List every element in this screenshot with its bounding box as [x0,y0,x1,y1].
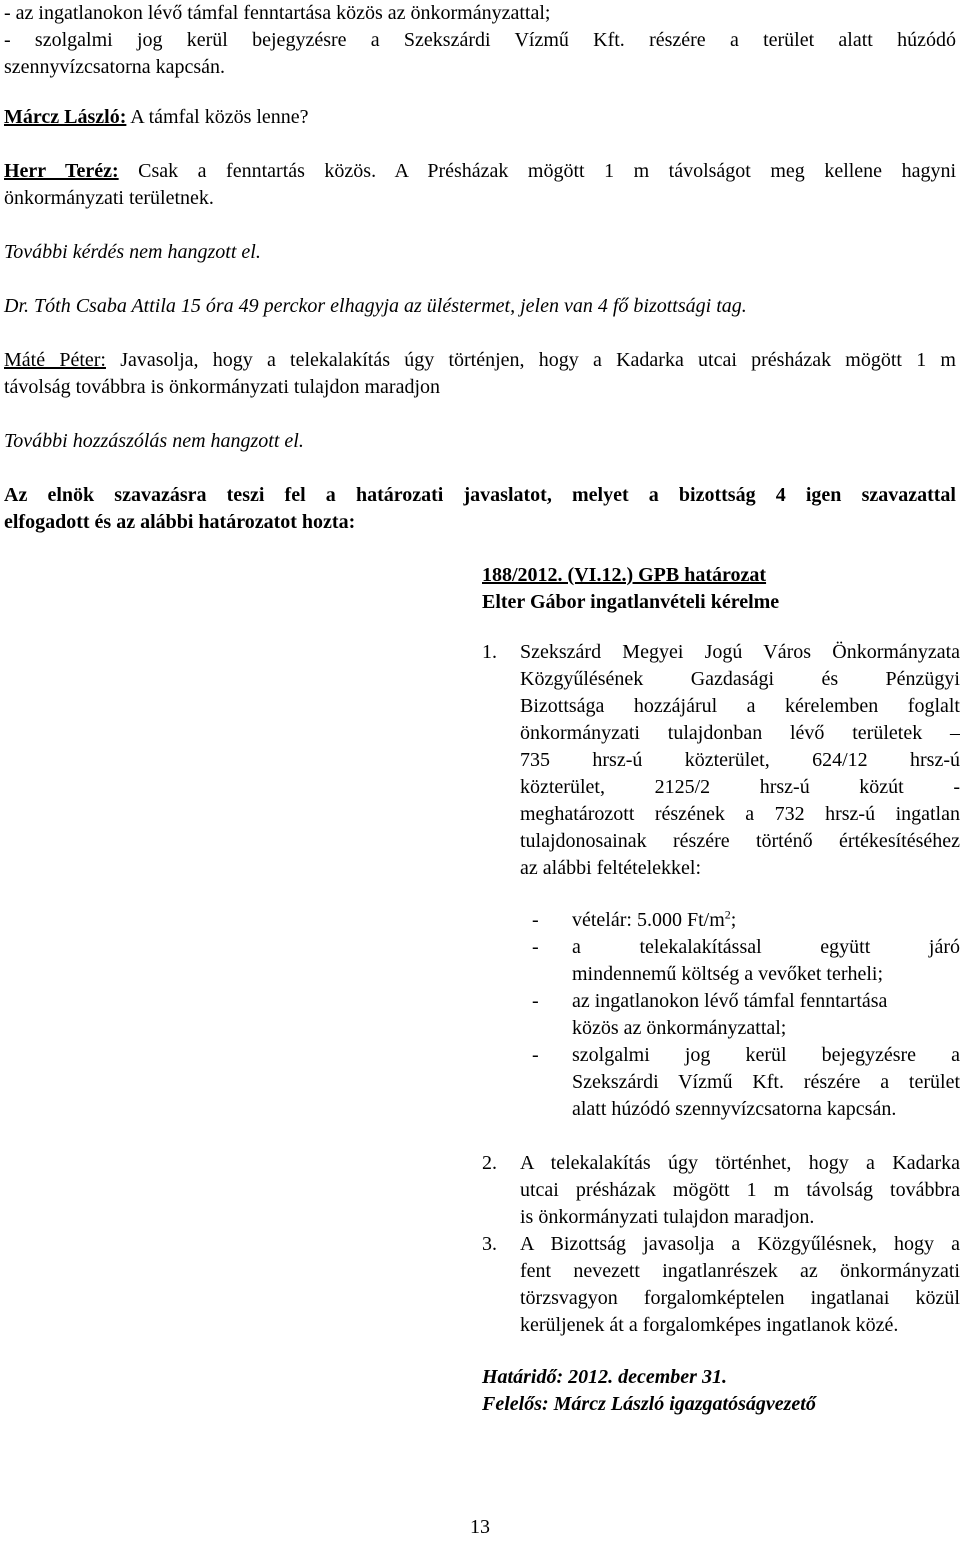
marcz-question [4,104,309,131]
point-line: tulajdonosainak részére történő értékesítéséhez [520,830,960,852]
point-line: A telekalakítás úgy történhet, hogy a Kadarka [520,1152,960,1174]
point-line: fent nevezett ingatlanrészek az önkormányzati [520,1260,960,1282]
point-line: az alábbi feltételekkel: [520,857,702,879]
condition-easement [572,1042,960,1123]
condition-costs [572,934,960,988]
intro-bullet: - az ingatlanokon lévő támfal fenntartása közös az önkormányzattal; [4,2,551,24]
point-number: 3. [482,1233,497,1255]
condition-line: Szekszárdi Vízmű Kft. részére a terület [572,1071,960,1093]
no-question-note: További kérdés nem hangzott el. [4,241,261,263]
herr-answer-continuation: önkormányzati területnek. [4,187,214,209]
condition-line: a telekalakítással együtt járó [572,936,960,958]
condition-dash: - [532,936,539,958]
condition-dash: - [532,909,539,931]
point-line: törzsvagyon forgalomképtelen ingatlanai közül [520,1287,960,1309]
point-line: 735 hrsz-ú közterület, 624/12 hrsz-ú [520,749,960,771]
point-line: Szekszárd Megyei Jogú Város Önkormányzata [520,641,960,663]
condition-line: mindennemű költség a vevőket terheli; [572,963,884,985]
point-line: Közgyűlésének Gazdasági és Pénzügyi [520,668,960,690]
point-line: önkormányzati tulajdonban lévő területek – [520,722,960,744]
condition-line: szolgalmi jog kerül bejegyzésre a [572,1044,960,1066]
point-1-text [520,639,960,882]
speaker-name: Márcz László: [4,106,127,128]
point-line: közterület, 2125/2 hrsz-ú közút - [520,776,960,798]
condition-dash: - [532,990,539,1012]
point-number: 1. [482,641,497,663]
condition-line: alatt húzódó szennyvízcsatorna kapcsán. [572,1098,897,1120]
point-line: meghatározott részének a 732 hrsz-ú ingatlan [520,803,960,825]
point-number: 2. [482,1152,497,1174]
vote-statement: Az elnök szavazásra teszi fel a határozati javaslatot, melyet a bizottság 4 igen szavazattal [4,484,956,506]
page-number: 13 [470,1516,490,1538]
mate-proposal [4,347,956,374]
point-line: A Bizottság javasolja a Közgyűlésnek, hogy a [520,1233,960,1255]
speech-text: Javasolja, hogy a telekalakítás úgy történjen, hogy a Kadarka utcai présházak mögött 1 m [105,349,956,371]
intro-bullet: - szolgalmi jog kerül bejegyzésre a Szekszárdi Vízmű Kft. részére a terület alatt húzódó [4,29,956,51]
responsible-person: Felelős: Márcz László igazgatóságvezető [482,1393,816,1415]
condition-line: az ingatlanokon lévő támfal fenntartása [572,990,888,1012]
point-line: is önkormányzati tulajdon maradjon. [520,1206,815,1228]
resolution-number: 188/2012. (VI.12.) GPB határozat [482,564,767,586]
point-line: utcai présházak mögött 1 m távolság továbbra [520,1179,960,1201]
no-comment-note: További hozzászólás nem hangzott el. [4,430,304,452]
intro-bullet-continuation: szennyvízcsatorna kapcsán. [4,56,226,78]
condition-price [572,907,960,934]
resolution-subject: Elter Gábor ingatlanvételi kérelme [482,591,780,613]
speech-text: Csak a fenntartás közös. A Présházak mögött 1 m távolságot meg kellene hagyni [118,160,956,182]
departure-note: Dr. Tóth Csaba Attila 15 óra 49 perckor elhagyja az üléstermet, jelen van 4 fő bizottsági tag. [4,295,747,317]
condition-line: közös az önkormányzattal; [572,1017,787,1039]
point-2-text [520,1150,960,1231]
herr-answer [4,158,956,185]
speaker-name: Máté Péter: [4,349,106,371]
price-unit-exponent: 2 [724,907,731,922]
speech-text: A támfal közös lenne? [126,106,309,128]
deadline: Határidő: 2012. december 31. [482,1366,727,1388]
point-line: kerüljenek át a forgalomképes ingatlanok közé. [520,1314,899,1336]
price-text: vételár: 5.000 Ft/m [572,909,725,931]
price-suffix: ; [730,909,737,931]
condition-wall [572,988,960,1042]
condition-dash: - [532,1044,539,1066]
vote-statement-continuation: elfogadott és az alábbi határozatot hozta: [4,511,356,533]
speaker-name: Herr Teréz: [4,160,119,182]
point-3-text [520,1231,960,1339]
point-line: Bizottsága hozzájárul a kérelemben foglalt [520,695,960,717]
mate-proposal-continuation: távolság továbbra is önkormányzati tulajdon maradjon [4,376,440,398]
